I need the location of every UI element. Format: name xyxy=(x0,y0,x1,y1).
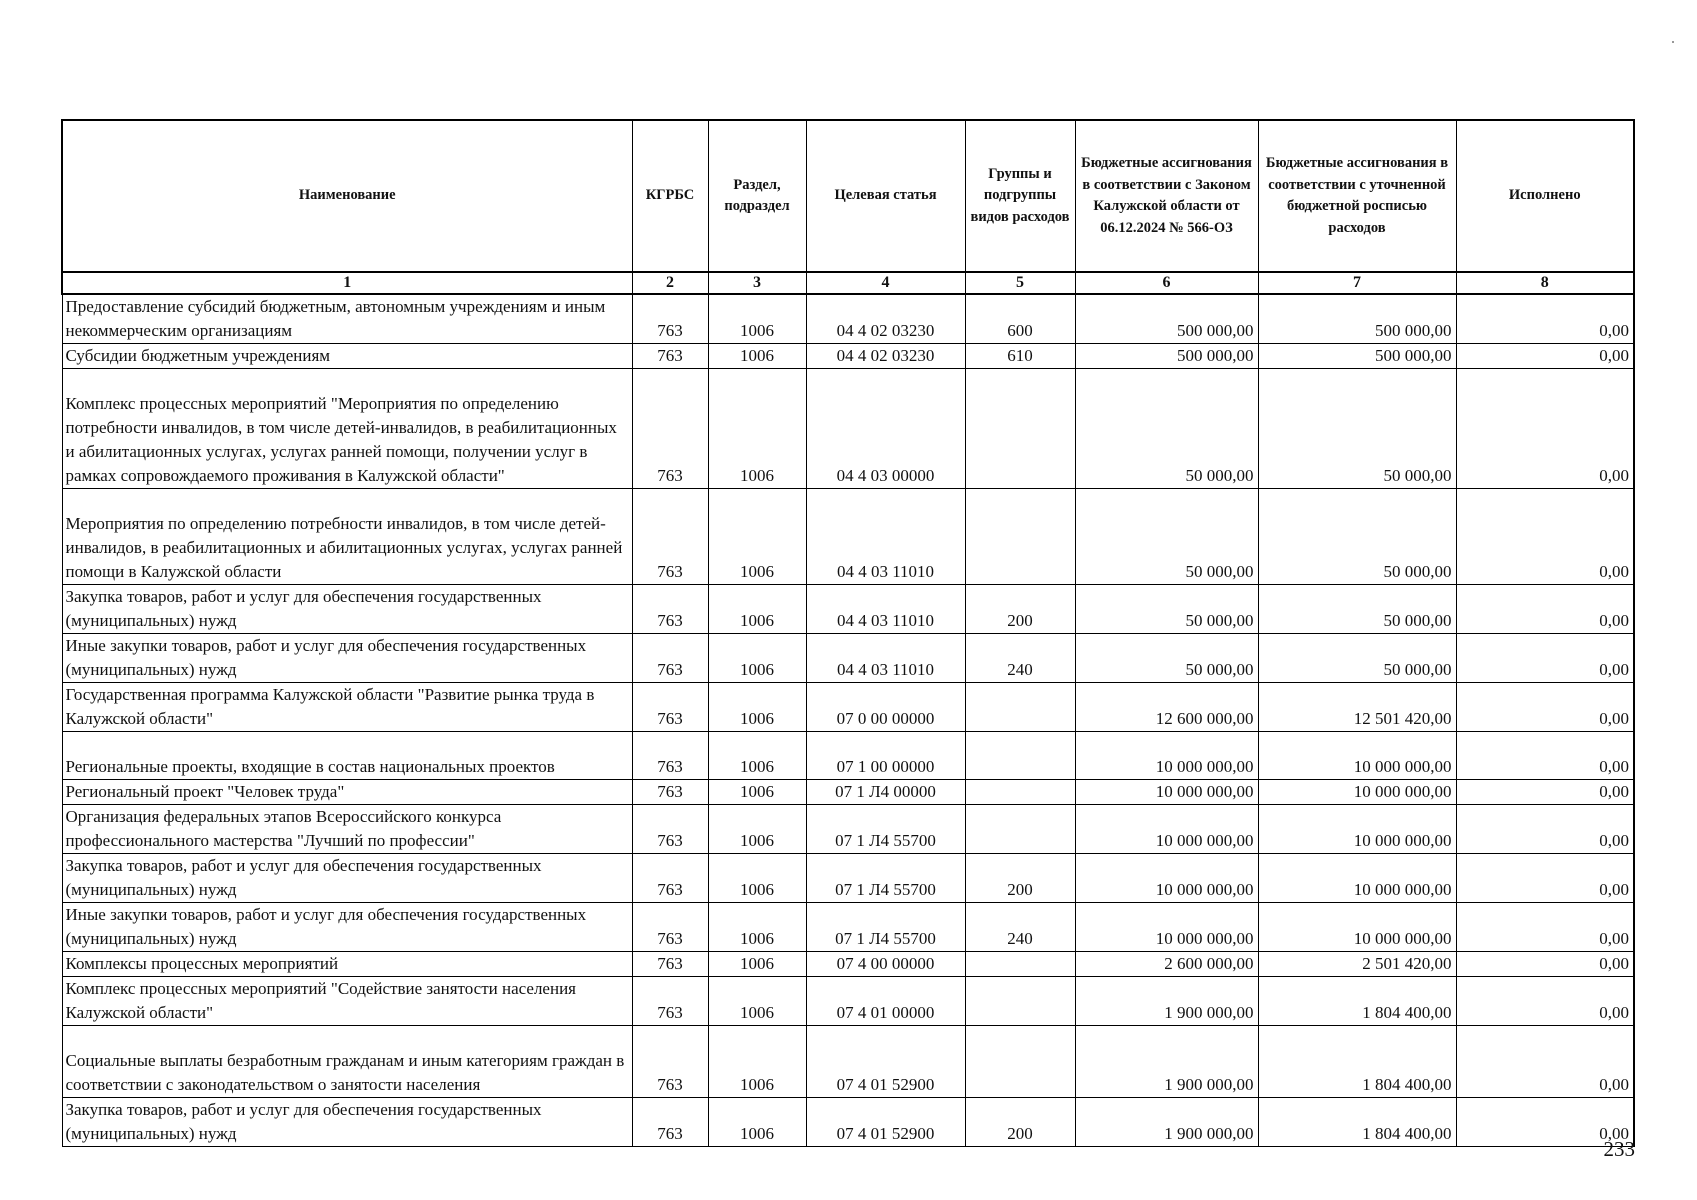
cell-target-article: 07 4 01 52900 xyxy=(806,1098,965,1147)
cell-executed: 0,00 xyxy=(1456,294,1634,344)
cell-law-allocation: 500 000,00 xyxy=(1075,294,1258,344)
table-body xyxy=(62,294,1634,1147)
table-row xyxy=(62,854,1634,903)
cell-name: Закупка товаров, работ и услуг для обеспечения государственных (муниципальных) нужд xyxy=(62,1098,632,1147)
cell-revised-allocation: 1 804 400,00 xyxy=(1258,977,1456,1026)
table-row xyxy=(62,952,1634,977)
cell-name: Комплексы процессных мероприятий xyxy=(62,952,632,977)
cell-law-allocation: 10 000 000,00 xyxy=(1075,903,1258,952)
cell-kgrbs: 763 xyxy=(632,1026,708,1098)
cell-name: Комплекс процессных мероприятий "Мероприятия по определению потребности инвалидов, в том числе детей-инвалидов, в реабилитационных и абилитационных услугах, услугах ранней помощи, получении услуг в рамках сопровождаемого проживания в Калужской области" xyxy=(62,369,632,489)
cell-executed: 0,00 xyxy=(1456,369,1634,489)
cell-executed: 0,00 xyxy=(1456,634,1634,683)
cell-section: 1006 xyxy=(708,344,806,369)
cell-target-article: 07 1 Л4 55700 xyxy=(806,805,965,854)
cell-kgrbs: 763 xyxy=(632,732,708,780)
cell-revised-allocation: 10 000 000,00 xyxy=(1258,854,1456,903)
cell-section: 1006 xyxy=(708,585,806,634)
table-row xyxy=(62,805,1634,854)
cell-executed: 0,00 xyxy=(1456,977,1634,1026)
column-number: 4 xyxy=(806,272,965,294)
cell-law-allocation: 50 000,00 xyxy=(1075,489,1258,585)
cell-name: Социальные выплаты безработным гражданам и иным категориям граждан в соответствии с законодательством о занятости населения xyxy=(62,1026,632,1098)
cell-name: Государственная программа Калужской области "Развитие рынка труда в Калужской области" xyxy=(62,683,632,732)
column-number: 6 xyxy=(1075,272,1258,294)
cell-law-allocation: 1 900 000,00 xyxy=(1075,1026,1258,1098)
cell-law-allocation: 12 600 000,00 xyxy=(1075,683,1258,732)
table-row xyxy=(62,683,1634,732)
cell-name: Иные закупки товаров, работ и услуг для обеспечения государственных (муниципальных) нужд xyxy=(62,903,632,952)
cell-revised-allocation: 1 804 400,00 xyxy=(1258,1026,1456,1098)
header-name: Наименование xyxy=(62,120,632,272)
cell-executed: 0,00 xyxy=(1456,1026,1634,1098)
cell-executed: 0,00 xyxy=(1456,683,1634,732)
cell-executed: 0,00 xyxy=(1456,952,1634,977)
column-number: 7 xyxy=(1258,272,1456,294)
header-kgrbs: КГРБС xyxy=(632,120,708,272)
column-number: 5 xyxy=(965,272,1075,294)
cell-section: 1006 xyxy=(708,903,806,952)
cell-expense-type xyxy=(965,805,1075,854)
cell-kgrbs: 763 xyxy=(632,294,708,344)
table-row xyxy=(62,1026,1634,1098)
cell-name: Организация федеральных этапов Всероссийского конкурса профессионального мастерства "Лучший по профессии" xyxy=(62,805,632,854)
cell-name: Закупка товаров, работ и услуг для обеспечения государственных (муниципальных) нужд xyxy=(62,585,632,634)
header-target-article: Целевая статья xyxy=(806,120,965,272)
cell-law-allocation: 2 600 000,00 xyxy=(1075,952,1258,977)
cell-revised-allocation: 50 000,00 xyxy=(1258,585,1456,634)
page-number: 233 xyxy=(1603,1137,1635,1161)
cell-target-article: 07 4 01 52900 xyxy=(806,1026,965,1098)
cell-target-article: 04 4 03 11010 xyxy=(806,489,965,585)
cell-target-article: 07 1 Л4 55700 xyxy=(806,903,965,952)
header-revised-allocations: Бюджетные ассигнования в соответствии с уточненной бюджетной росписью расходов xyxy=(1258,120,1456,272)
header-law-allocations: Бюджетные ассигнования в соответствии с Законом Калужской области от 06.12.2024 № 566-ОЗ xyxy=(1075,120,1258,272)
header-section: Раздел, подраздел xyxy=(708,120,806,272)
cell-expense-type xyxy=(965,952,1075,977)
cell-revised-allocation: 12 501 420,00 xyxy=(1258,683,1456,732)
cell-law-allocation: 10 000 000,00 xyxy=(1075,805,1258,854)
table-row xyxy=(62,732,1634,780)
cell-revised-allocation: 10 000 000,00 xyxy=(1258,903,1456,952)
cell-law-allocation: 500 000,00 xyxy=(1075,344,1258,369)
cell-expense-type: 240 xyxy=(965,634,1075,683)
cell-kgrbs: 763 xyxy=(632,344,708,369)
cell-target-article: 07 1 Л4 00000 xyxy=(806,780,965,805)
cell-kgrbs: 763 xyxy=(632,683,708,732)
cell-kgrbs: 763 xyxy=(632,489,708,585)
cell-section: 1006 xyxy=(708,780,806,805)
cell-kgrbs: 763 xyxy=(632,977,708,1026)
table-row xyxy=(62,903,1634,952)
cell-law-allocation: 10 000 000,00 xyxy=(1075,780,1258,805)
table-row xyxy=(62,634,1634,683)
cell-expense-type xyxy=(965,780,1075,805)
cell-expense-type xyxy=(965,683,1075,732)
cell-executed: 0,00 xyxy=(1456,344,1634,369)
table-row xyxy=(62,344,1634,369)
column-number: 2 xyxy=(632,272,708,294)
cell-kgrbs: 763 xyxy=(632,585,708,634)
cell-executed: 0,00 xyxy=(1456,903,1634,952)
header-executed: Исполнено xyxy=(1456,120,1634,272)
cell-name: Региональный проект "Человек труда" xyxy=(62,780,632,805)
cell-expense-type xyxy=(965,369,1075,489)
cell-target-article: 04 4 03 11010 xyxy=(806,585,965,634)
cell-revised-allocation: 500 000,00 xyxy=(1258,344,1456,369)
table-row xyxy=(62,489,1634,585)
cell-revised-allocation: 50 000,00 xyxy=(1258,634,1456,683)
cell-target-article: 04 4 03 00000 xyxy=(806,369,965,489)
cell-kgrbs: 763 xyxy=(632,903,708,952)
cell-section: 1006 xyxy=(708,634,806,683)
cell-expense-type: 200 xyxy=(965,854,1075,903)
cell-target-article: 04 4 03 11010 xyxy=(806,634,965,683)
cell-name: Мероприятия по определению потребности инвалидов, в том числе детей-инвалидов, в реабилитационных и абилитационных услугах, услугах ранней помощи в Калужской области xyxy=(62,489,632,585)
cell-revised-allocation: 10 000 000,00 xyxy=(1258,780,1456,805)
cell-expense-type: 610 xyxy=(965,344,1075,369)
cell-section: 1006 xyxy=(708,489,806,585)
table-header xyxy=(62,120,1634,294)
cell-expense-type: 240 xyxy=(965,903,1075,952)
cell-law-allocation: 10 000 000,00 xyxy=(1075,854,1258,903)
cell-kgrbs: 763 xyxy=(632,854,708,903)
cell-executed: 0,00 xyxy=(1456,585,1634,634)
cell-kgrbs: 763 xyxy=(632,805,708,854)
header-row xyxy=(62,120,1634,272)
cell-section: 1006 xyxy=(708,294,806,344)
cell-section: 1006 xyxy=(708,369,806,489)
cell-name: Закупка товаров, работ и услуг для обеспечения государственных (муниципальных) нужд xyxy=(62,854,632,903)
table-row xyxy=(62,1098,1634,1147)
cell-name: Предоставление субсидий бюджетным, автономным учреждениям и иным некоммерческим организациям xyxy=(62,294,632,344)
cell-kgrbs: 763 xyxy=(632,369,708,489)
cell-target-article: 07 1 00 00000 xyxy=(806,732,965,780)
cell-expense-type xyxy=(965,489,1075,585)
table-row xyxy=(62,977,1634,1026)
cell-kgrbs: 763 xyxy=(632,780,708,805)
cell-target-article: 07 1 Л4 55700 xyxy=(806,854,965,903)
cell-revised-allocation: 10 000 000,00 xyxy=(1258,805,1456,854)
cell-section: 1006 xyxy=(708,854,806,903)
cell-executed: 0,00 xyxy=(1456,489,1634,585)
cell-revised-allocation: 10 000 000,00 xyxy=(1258,732,1456,780)
table-row xyxy=(62,369,1634,489)
budget-execution-table xyxy=(61,119,1635,1147)
cell-expense-type xyxy=(965,1026,1075,1098)
cell-executed: 0,00 xyxy=(1456,805,1634,854)
header-expense-type: Группы и подгруппы видов расходов xyxy=(965,120,1075,272)
cell-expense-type: 600 xyxy=(965,294,1075,344)
cell-revised-allocation: 500 000,00 xyxy=(1258,294,1456,344)
cell-executed: 0,00 xyxy=(1456,1098,1634,1147)
cell-name: Комплекс процессных мероприятий "Содействие занятости населения Калужской области" xyxy=(62,977,632,1026)
cell-name: Субсидии бюджетным учреждениям xyxy=(62,344,632,369)
cell-executed: 0,00 xyxy=(1456,732,1634,780)
cell-law-allocation: 50 000,00 xyxy=(1075,634,1258,683)
table-row xyxy=(62,780,1634,805)
cell-expense-type: 200 xyxy=(965,1098,1075,1147)
column-number: 3 xyxy=(708,272,806,294)
cell-target-article: 07 4 01 00000 xyxy=(806,977,965,1026)
column-number: 8 xyxy=(1456,272,1634,294)
cell-section: 1006 xyxy=(708,683,806,732)
cell-revised-allocation: 50 000,00 xyxy=(1258,369,1456,489)
cell-expense-type xyxy=(965,977,1075,1026)
cell-name: Региональные проекты, входящие в состав национальных проектов xyxy=(62,732,632,780)
cell-law-allocation: 1 900 000,00 xyxy=(1075,977,1258,1026)
cell-section: 1006 xyxy=(708,1098,806,1147)
cell-section: 1006 xyxy=(708,1026,806,1098)
cell-executed: 0,00 xyxy=(1456,854,1634,903)
table-row xyxy=(62,585,1634,634)
cell-name: Иные закупки товаров, работ и услуг для обеспечения государственных (муниципальных) нужд xyxy=(62,634,632,683)
cell-revised-allocation: 50 000,00 xyxy=(1258,489,1456,585)
cell-kgrbs: 763 xyxy=(632,634,708,683)
cell-target-article: 07 4 00 00000 xyxy=(806,952,965,977)
cell-section: 1006 xyxy=(708,805,806,854)
cell-section: 1006 xyxy=(708,952,806,977)
cell-kgrbs: 763 xyxy=(632,952,708,977)
column-number: 1 xyxy=(62,272,632,294)
cell-target-article: 07 0 00 00000 xyxy=(806,683,965,732)
cell-expense-type: 200 xyxy=(965,585,1075,634)
cell-law-allocation: 50 000,00 xyxy=(1075,585,1258,634)
column-number-row xyxy=(62,272,1634,294)
cell-revised-allocation: 2 501 420,00 xyxy=(1258,952,1456,977)
cell-section: 1006 xyxy=(708,732,806,780)
cell-law-allocation: 50 000,00 xyxy=(1075,369,1258,489)
cell-section: 1006 xyxy=(708,977,806,1026)
cell-law-allocation: 1 900 000,00 xyxy=(1075,1098,1258,1147)
cell-law-allocation: 10 000 000,00 xyxy=(1075,732,1258,780)
cell-kgrbs: 763 xyxy=(632,1098,708,1147)
cell-target-article: 04 4 02 03230 xyxy=(806,294,965,344)
cell-executed: 0,00 xyxy=(1456,780,1634,805)
cell-revised-allocation: 1 804 400,00 xyxy=(1258,1098,1456,1147)
scan-speck xyxy=(1672,41,1674,43)
cell-expense-type xyxy=(965,732,1075,780)
table-row xyxy=(62,294,1634,344)
cell-target-article: 04 4 02 03230 xyxy=(806,344,965,369)
